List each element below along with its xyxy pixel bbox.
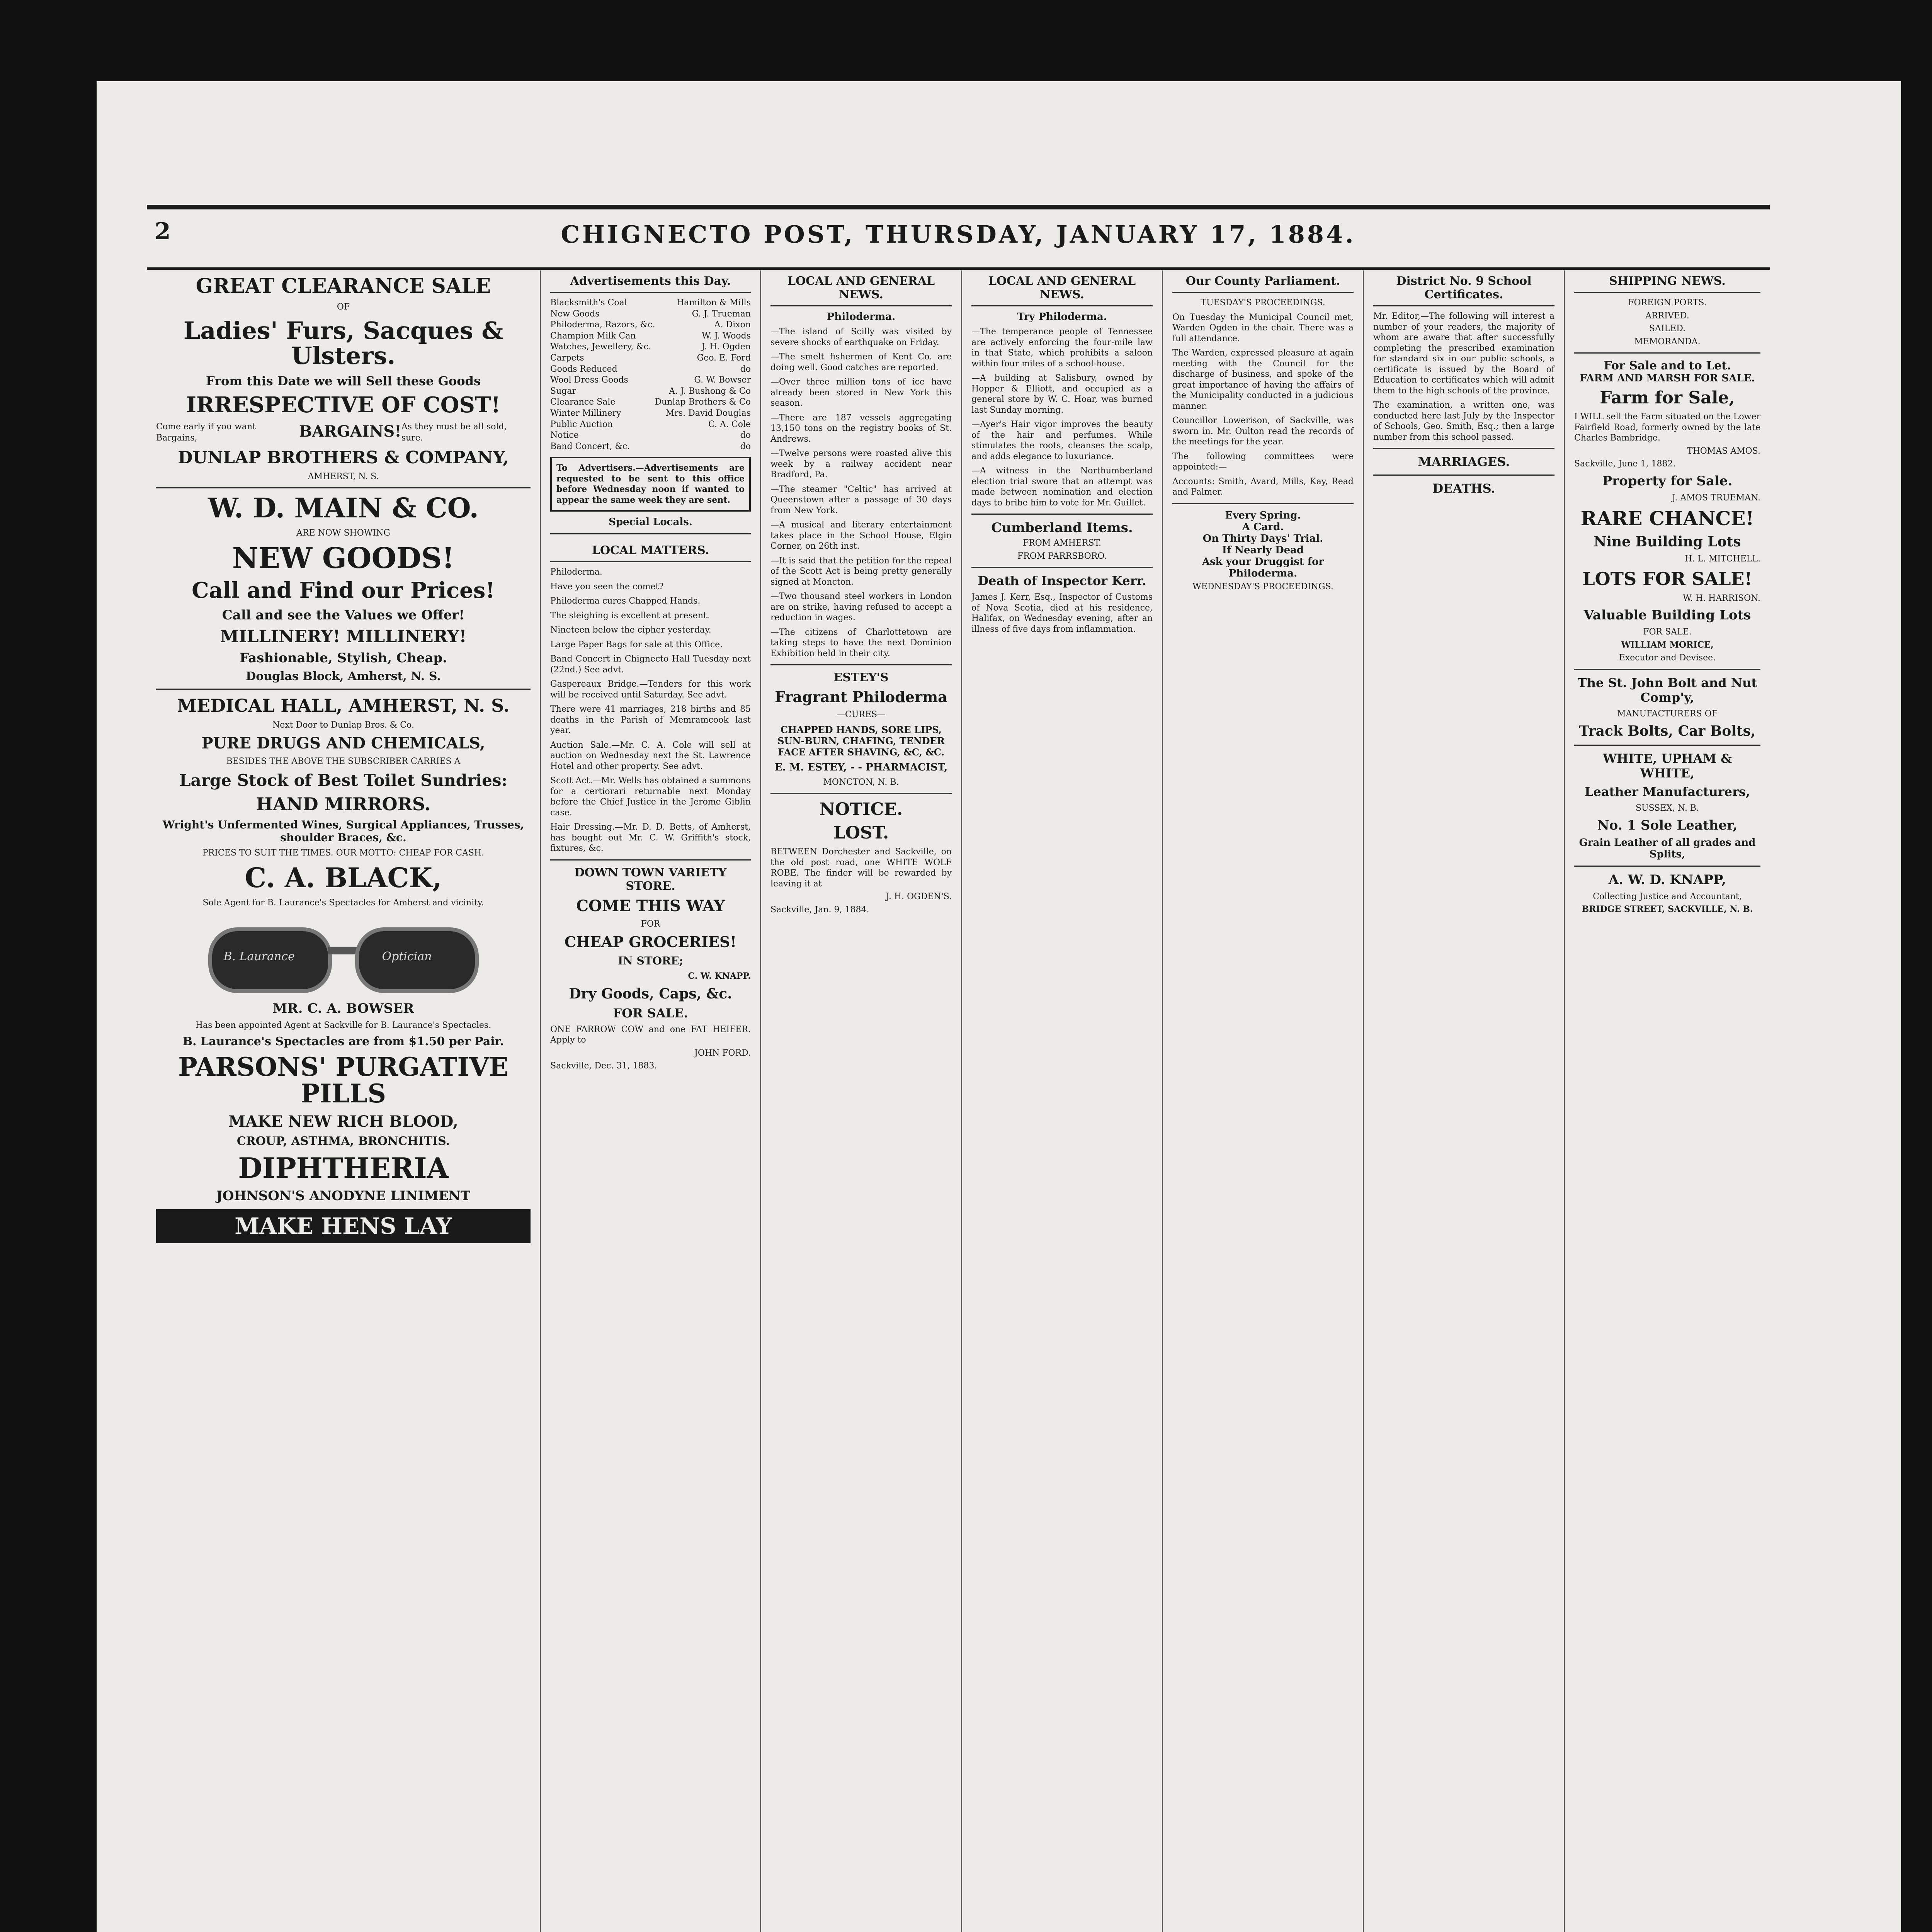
main-fashionable: Fashionable, Stylish, Cheap. [240,650,447,666]
cures-list: CHAPPED HANDS, SORE LIPS, SUN-BURN, CHAFING, TENDER FACE AFTER SHAVING, &C, &C. [777,724,945,758]
johnsons-liniment: JOHNSON'S ANODYNE LINIMENT [216,1188,471,1204]
farm-for-sale: Farm for Sale, [1600,388,1735,408]
adv-item: Winter Millinery [550,408,621,418]
adv-item: Watches, Jewellery, &c. [550,342,651,352]
parrsboro-from: FROM PARRSBORO. [1017,551,1107,561]
local-matters-heading: LOCAL MATTERS. [550,540,751,562]
divider [971,567,1153,568]
black-name: C. A. BLACK, [245,862,442,894]
column-county-parliament [1163,270,1364,1932]
newspaper-title: CHIGNECTO POST, THURSDAY, JANUARY 17, 1884. [561,220,1356,248]
card-heading: A Card. [1242,521,1284,533]
farm-marsh-heading: FARM AND MARSH FOR SALE. [1580,372,1755,384]
black-agent: Sole Agent for B. Laurance's Spectacles for Amherst and vicinity. [202,898,484,908]
for-sale-text: ONE FARROW COW and one FAT HEIFER. Apply to [550,1024,751,1045]
drugs-sub: BESIDES THE ABOVE THE SUBSCRIBER CARRIES A [226,757,461,767]
for-sale-date: Sackville, Dec. 31, 1883. [550,1061,657,1071]
notice-heading: NOTICE. [819,799,903,819]
news-item: —The citizens of Charlottetown are taking steps to have the next Dominion Exhibition held in their city. [770,627,952,658]
parliament-text: The following committees were appointed:— [1172,451,1354,472]
parliament-heading: Our County Parliament. [1172,270,1354,293]
estey-pharmacist: E. M. ESTEY, - - PHARMACIST, [774,761,948,773]
divider [1574,745,1760,746]
sale-bargains: BARGAINS! [299,422,401,441]
sale-of: OF [337,302,350,312]
adv-item: Goods Reduced [550,364,617,374]
main-block: Douglas Block, Amherst, N. S. [246,669,441,683]
divider [550,533,751,534]
column-advertisements [147,270,541,1932]
lost-text: BETWEEN Dorchester and Sackville, on the old post road, one WHITE WOLF ROBE. The finder will be rewarded by leaving it at [770,847,952,889]
for-sale-let-heading: For Sale and to Let. [1604,359,1731,372]
dunlap-place: AMHERST, N. S. [308,471,379,481]
spectacle-bridge [328,947,359,954]
estey-place: MONCTON, N. B. [823,777,899,787]
collecting-justice: Collecting Justice and Accountant, [1593,891,1742,901]
divider [1574,866,1760,867]
news-item: —There are 187 vessels aggregating 13,150 tons on the registry books of St. Andrews. [770,413,952,444]
adv-item: Sugar [550,386,576,396]
parsons-pills: PARSONS' PURGATIVE PILLS [178,1051,509,1109]
estey-heading: ESTEY'S [833,671,889,684]
local-item: Have you seen the comet? [550,582,664,592]
adv-row [550,353,751,364]
medical-next: Next Door to Dunlap Bros. & Co. [272,720,414,730]
school-text: The examination, a written one, was conducted here last July by the Inspector of Schools, Geo. Smith, Esq.; then a large number from this school passed. [1373,400,1554,442]
school-text: Mr. Editor,—The following will interest a number of your readers, the majority of whom are aware that after successfully completing the prescribed examination for standard six in our public schools, a certificate is issued by the Board of Education to certificates which will admit them to the high schools of the province. [1373,311,1554,396]
knapp-name: A. W. D. KNAPP, [1608,872,1726,888]
adv-item: Clearance Sale [550,397,616,407]
sale-items: Ladies' Furs, Sacques & Ulsters. [183,316,503,370]
thirty-days-heading: On Thirty Days' Trial. [1202,532,1323,544]
grain-leather: Grain Leather of all grades and Splits, [1579,837,1756,860]
valuable-lots: Valuable Building Lots [1583,607,1751,623]
drugs-stock: Large Stock of Best Toilet Sundries: [179,770,508,790]
philoderma-heading: Fragrant Philoderma [775,688,947,706]
adv-row [550,331,751,342]
white-upham: WHITE, UPHAM & WHITE, [1602,751,1732,781]
wright-wines: Wright's Unfermented Wines, Surgical Appliances, Trusses, shoulder Braces, &c. [162,818,524,844]
death-text: James J. Kerr, Esq., Inspector of Customs of Nova Scotia, died at his residence, Halifax, on Wednesday evening, after an illness of five days from inflammation. [971,592,1153,634]
sole-leather: No. 1 Sole Leather, [1597,817,1738,833]
sale-note: From this Date we will Sell these Goods [206,373,481,388]
dry-goods: Dry Goods, Caps, &c. [569,985,732,1002]
ask-druggist: Ask your Druggist for Philoderma. [1202,556,1324,579]
deaths-heading: DEATHS. [1432,481,1495,496]
column-locals [541,270,761,1932]
local-item: Philoderma cures Chapped Hands. [550,596,701,606]
parliament-text: Accounts: Smith, Avard, Mills, Kay, Read and Palmer. [1172,476,1354,497]
diphtheria-heading: DIPHTHERIA [238,1151,449,1185]
local-item: Philoderma. [550,567,602,577]
news-item: —Twelve persons were roasted alive this week by a railway accident near Bradford, Pa. [770,449,952,480]
clearance-sale-heading: GREAT CLEARANCE SALE [196,274,491,298]
general-news-heading: LOCAL AND GENERAL NEWS. [770,270,952,306]
adv-advertiser: A. Dixon [714,320,751,330]
columns [147,270,1770,1932]
adv-advertiser: Geo. E. Ford [697,353,751,363]
spectacle-label-right: Optician [382,950,432,964]
croup-line: CROUP, ASTHMA, BRONCHITIS. [236,1134,450,1148]
parsons-sub: MAKE NEW RICH BLOOD, [228,1112,458,1131]
spectacle-label-left: B. Laurance [223,950,295,964]
divider [770,793,952,794]
bowser-agent: Has been appointed Agent at Sackville for B. Laurance's Spectacles. [195,1020,492,1031]
nearly-dead-heading: If Nearly Dead [1222,544,1304,556]
cures-label: —CURES— [836,710,886,719]
executor-label: Executor and Devisee. [1619,653,1716,663]
manufacturers-of: MANUFACTURERS OF [1617,709,1718,719]
special-locals-heading: Special Locals. [609,516,692,528]
main-showing: ARE NOW SHOWING [296,528,390,538]
farm-text: I WILL sell the Farm situated on the Lower Fairfield Road, formerly owned by the late Charles Bambridge. [1574,412,1760,443]
parliament-text: The Warden, expressed pleasure at again meeting with the Council for the discharge of business, and spoke of the great importance of having the affairs of the Municipality conducted in a judicious manner. [1172,348,1354,411]
marriages-heading: MARRIAGES. [1418,454,1510,469]
advertisements-list [550,298,751,452]
divider [550,859,751,861]
property-sign: J. AMOS TRUEMAN. [1672,493,1760,503]
column-general-news-1 [761,270,962,1932]
column-general-news-2 [962,270,1163,1932]
adv-row [550,309,751,320]
adv-advertiser: A. J. Bushong & Co [669,386,751,396]
divider [1574,352,1760,354]
main-values: Call and see the Values we Offer! [222,607,465,623]
prices-motto: PRICES TO SUIT THE TIMES. OUR MOTTO: CHEAP FOR CASH. [202,848,485,858]
divider [1373,448,1554,449]
sailed-label: SAILED. [1649,324,1686,333]
store-in: IN STORE; [618,954,683,968]
local-item: There were 41 marriages, 218 births and 85 deaths in the Parish of Memramcook last year. [550,704,751,736]
news-item: —It is said that the petition for the repeal of the Scott Act is being pretty generally signed at Moncton. [770,556,952,587]
hand-mirrors: HAND MIRRORS. [256,793,431,815]
to-advertisers-notice: To Advertisers.—Advertisements are requested to be sent to this office before Wednesday noon if wanted to appear the same week they are sent. [550,457,751,512]
lost-heading: LOST. [833,823,889,843]
general-news-sub: Try Philoderma. [1017,311,1107,323]
sussex-place: SUSSEX, N. B. [1635,803,1699,813]
local-item: Nineteen below the cipher yesterday. [550,625,711,635]
local-item: The sleighing is excellent at present. [550,611,709,621]
adv-item: Champion Milk Can [550,331,636,341]
adv-row [550,320,751,331]
store-heading: DOWN TOWN VARIETY STORE. [574,866,727,893]
track-bolts: Track Bolts, Car Bolts, [1579,723,1756,739]
adv-advertiser: Hamilton & Mills [677,298,751,308]
adv-row [550,364,751,375]
general-news-heading: LOCAL AND GENERAL NEWS. [971,270,1153,306]
adv-item: Philoderma, Razors, &c. [550,320,655,330]
morice-sign: WILLIAM MORICE, [1621,639,1714,650]
rare-chance: RARE CHANCE! [1580,507,1754,530]
wednesday-proceedings: WEDNESDAY'S PROCEEDINGS. [1192,582,1333,592]
main-new-goods: NEW GOODS! [232,542,455,575]
lots-for-sale: LOTS FOR SALE! [1582,568,1752,589]
advertisements-heading: Advertisements this Day. [550,270,751,293]
adv-advertiser: do [740,430,751,440]
laurance-price: B. Laurance's Spectacles are from $1.50 per Pair. [182,1034,504,1048]
adv-advertiser: G. J. Trueman [692,309,751,319]
store-cheap: CHEAP GROCERIES! [564,933,737,951]
adv-row [550,441,751,452]
arrived-label: ARRIVED. [1645,311,1689,321]
bowser-name: MR. C. A. BOWSER [272,1001,414,1017]
masthead [147,205,1770,270]
adv-advertiser: W. J. Woods [702,331,751,341]
adv-row [550,397,751,408]
main-call: Call and Find our Prices! [192,577,495,603]
death-heading: Death of Inspector Kerr. [978,573,1146,588]
local-item: Gaspereaux Bridge.—Tenders for this work will be received until Saturday. See advt. [550,679,751,700]
adv-row [550,386,751,397]
sale-as-they: As they must be all sold, sure. [401,422,507,443]
news-item: —The steamer "Celtic" has arrived at Queenstown after a passage of 30 days from New York. [770,484,952,515]
cumberland-from: FROM AMHERST. [1022,538,1102,548]
adv-row [550,342,751,353]
news-item: —The smelt fishermen of Kent Co. are doing well. Good catches are reported. [770,352,952,372]
store-for: FOR [641,919,660,929]
divider [770,664,952,665]
adv-item: Wool Dress Goods [550,375,628,385]
column-school-certificates [1364,270,1565,1932]
nine-lots: Nine Building Lots [1594,534,1741,550]
sale-cost: IRRESPECTIVE OF COST! [186,392,501,418]
make-hens-lay: MAKE HENS LAY [156,1209,531,1243]
adv-item: Carpets [550,353,584,363]
medical-hall: MEDICAL HALL, AMHERST, N. S. [177,695,510,716]
local-item: Large Paper Bags for sale at this Office. [550,639,723,650]
foreign-ports: FOREIGN PORTS. [1628,298,1707,308]
adv-advertiser: C. A. Cole [708,419,751,429]
harrison-sign: W. H. HARRISON. [1683,593,1760,603]
adv-item: Public Auction [550,419,613,429]
lost-sign: J. H. OGDEN'S. [886,892,952,901]
property-heading: Property for Sale. [1602,473,1733,489]
adv-advertiser: G. W. Bowser [694,375,751,385]
page-number: 2 [155,218,171,245]
farm-sign: THOMAS AMOS. [1687,446,1760,456]
adv-advertiser: do [740,364,751,374]
parliament-text: On Tuesday the Municipal Council met, Warden Ogden in the chair. There was a full attendance. [1172,312,1354,344]
adv-item: Blacksmith's Coal [550,298,627,308]
news-item: —Ayer's Hair vigor improves the beauty of the hair and perfumes. While stimulates the roots, cleanses the scalp, and adds elegance to luxuriance. [971,420,1153,461]
st-john-bolt: The St. John Bolt and Nut Comp'y, [1577,675,1757,705]
main-co-name: W. D. MAIN & CO. [208,492,479,524]
parliament-sub: TUESDAY'S PROCEEDINGS. [1201,298,1325,308]
sale-bargain-row [156,422,531,444]
farm-date: Sackville, June 1, 1882. [1574,459,1676,469]
news-item: —A musical and literary entertainment takes place in the School House, Elgin Corner, on 26th inst. [770,520,952,551]
adv-row [550,419,751,430]
local-item: Hair Dressing.—Mr. D. D. Betts, of Amherst, has bought out Mr. C. W. Griffith's stock, fixtures, &c. [550,822,751,854]
adv-advertiser: Dunlap Brothers & Co [655,397,751,407]
news-item: —The temperance people of Tennessee are actively enforcing the four-mile law in that State, which prohibits a saloon within four miles of a school-house. [971,327,1153,369]
for-sale-sign: JOHN FORD. [694,1048,751,1058]
adv-advertiser: Mrs. David Douglas [665,408,751,418]
adv-row [550,375,751,386]
adv-row [550,408,751,419]
divider [156,689,531,690]
adv-advertiser: do [740,441,751,451]
for-sale-2: FOR SALE. [1643,627,1692,637]
column-shipping-and-sales [1565,270,1770,1932]
parliament-text: Councillor Lowerison, of Sackville, was sworn in. Mr. Oulton read the records of the meetings for the year. [1172,416,1354,447]
adv-row [550,430,751,441]
divider [1373,474,1554,476]
main-millinery: MILLINERY! MILLINERY! [220,626,467,646]
divider [1172,503,1354,504]
adv-advertiser: J. H. Ogden [701,342,751,352]
adv-item: New Goods [550,309,600,319]
local-item: Auction Sale.—Mr. C. A. Cole will sell at auction on Wednesday next the St. Lawrence Hotel and other property. See advt. [550,740,751,771]
news-item: —Two thousand steel workers in London are on strike, having refused to accept a reduction in wages. [770,592,952,622]
sale-come-early: Come early if you want Bargains, [156,422,256,443]
store-come: COME THIS WAY [576,896,725,915]
for-sale-heading: FOR SALE. [613,1005,688,1020]
bridge-street: BRIDGE STREET, SACKVILLE, N. B. [1582,904,1753,914]
lost-date: Sackville, Jan. 9, 1884. [770,905,869,915]
local-item: Scott Act.—Mr. Wells has obtained a summons for a certiorari returnable next Monday before the Chief Justice in the Jerome Giblin case. [550,776,751,818]
spectacles-illustration [201,916,486,993]
drugs-heading: PURE DRUGS AND CHEMICALS, [201,734,485,753]
adv-item: Band Concert, &c. [550,441,630,451]
every-spring-heading: Every Spring. [1225,509,1301,521]
local-item: Band Concert in Chignecto Hall Tuesday next (22nd.) See advt. [550,654,751,675]
adv-item: Notice [550,430,579,440]
news-item: —Over three million tons of ice have already been stored in New York this season. [770,377,952,408]
news-item: —A building at Salisbury, owned by Hopper & Elliott, and occupied as a general store by W. C. Hoar, was burned last Sunday morning. [971,373,1153,415]
divider [156,487,531,488]
mitchell-sign: H. L. MITCHELL. [1685,554,1760,564]
news-item: —The island of Scilly was visited by severe shocks of earthquake on Friday. [770,327,952,347]
news-item: —A witness in the Northumberland election trial swore that an attempt was made between nomination and election days to bribe him to vote for Mr. Guillet. [971,466,1153,508]
store-knapp: C. W. KNAPP. [688,971,751,981]
cumberland-heading: Cumberland Items. [991,520,1133,536]
leather-manufacturers: Leather Manufacturers, [1585,784,1750,799]
shipping-heading: SHIPPING NEWS. [1574,270,1760,293]
dunlap-brothers: DUNLAP BROTHERS & COMPANY, [178,447,509,468]
memoranda-label: MEMORANDA. [1634,337,1701,347]
school-heading: District No. 9 School Certificates. [1373,270,1554,306]
adv-row [550,298,751,309]
general-news-sub: Philoderma. [827,311,896,323]
divider [971,514,1153,515]
divider [1574,669,1760,670]
